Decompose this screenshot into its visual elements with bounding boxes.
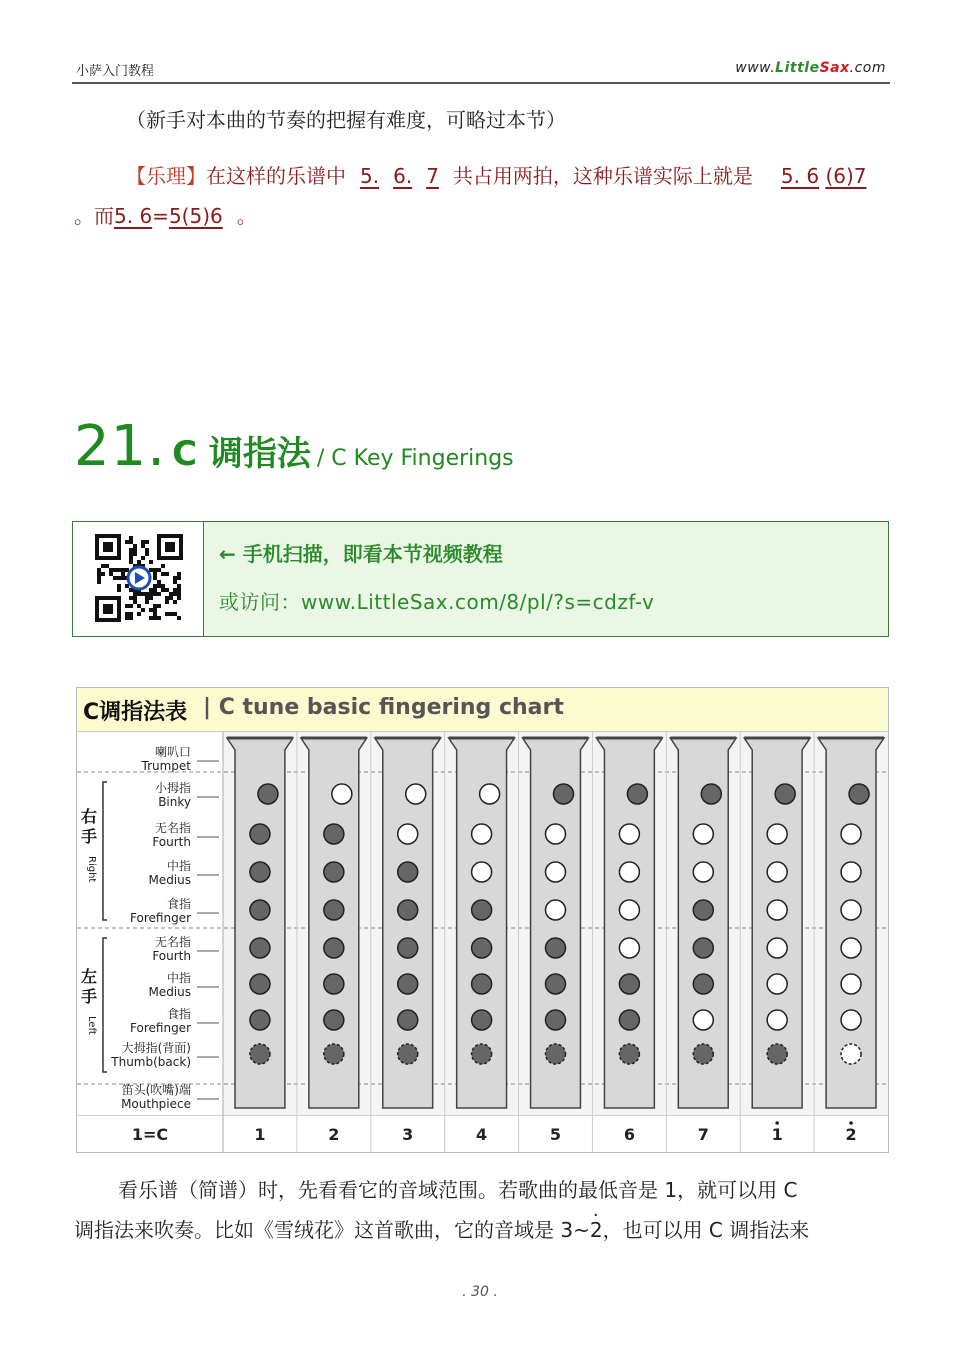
hole-3-5: [472, 974, 492, 994]
hole-4-0: [554, 784, 574, 804]
left-hand-label-cn-2: 手: [80, 987, 98, 1006]
hole-8-3: [841, 900, 861, 920]
hole-6-0: [701, 784, 721, 804]
notation-56: 5. 6: [780, 164, 820, 188]
hole-7-5: [767, 974, 787, 994]
row-label-en-6: Medius: [148, 985, 191, 999]
hole-6-1: [693, 824, 713, 844]
hole-4-5: [546, 974, 566, 994]
note-label-1: 2: [328, 1125, 340, 1144]
notation-556: 5(5)6: [168, 204, 223, 228]
note-label-7: 1: [771, 1125, 783, 1144]
hole-0-7: [250, 1044, 270, 1064]
hole-4-7: [546, 1044, 566, 1064]
hole-1-1: [324, 824, 344, 844]
hole-7-4: [767, 938, 787, 958]
row-label-en-9: Mouthpiece: [121, 1097, 191, 1111]
note-label-8: 2: [845, 1125, 857, 1144]
hole-8-0: [849, 784, 869, 804]
row-label-cn-9: 笛头(吹嘴)端: [121, 1083, 191, 1097]
hole-5-5: [619, 974, 639, 994]
key-label: 1=C: [131, 1125, 169, 1144]
note-dot-7: [775, 1121, 779, 1125]
hole-0-6: [250, 1010, 270, 1030]
hole-2-5: [398, 974, 418, 994]
notation-67: (6)7: [825, 164, 867, 188]
row-label-cn-6: 中指: [166, 971, 191, 985]
fingering-chart-svg: [77, 732, 888, 1152]
hole-7-1: [767, 824, 787, 844]
note-label-5: 6: [623, 1125, 635, 1144]
hole-0-4: [250, 938, 270, 958]
qr-code[interactable]: [73, 522, 204, 636]
hole-1-3: [324, 900, 344, 920]
header-rule: [72, 82, 890, 84]
hole-3-7: [472, 1044, 492, 1064]
hole-2-6: [398, 1010, 418, 1030]
note-label-6: 7: [697, 1125, 709, 1144]
hole-6-7: [693, 1044, 713, 1064]
hole-2-1: [398, 824, 418, 844]
hole-3-4: [472, 938, 492, 958]
hole-5-6: [619, 1010, 639, 1030]
row-label-en-0: Trumpet: [141, 759, 191, 773]
section-title-en: / C Key Fingerings: [316, 446, 514, 471]
note-dot-8: [849, 1121, 853, 1125]
hole-6-6: [693, 1010, 713, 1030]
row-label-en-2: Fourth: [152, 835, 191, 849]
qr-code-icon: [73, 522, 204, 636]
hole-5-3: [619, 900, 639, 920]
hole-8-4: [841, 938, 861, 958]
hole-4-2: [546, 862, 566, 882]
theory-text-5: 。: [236, 204, 257, 228]
theory-text-3: 。而: [74, 204, 114, 228]
row-label-en-7: Forefinger: [130, 1021, 191, 1035]
hole-5-2: [619, 862, 639, 882]
body-paragraph-line2: [74, 1210, 890, 1250]
hole-3-2: [472, 862, 492, 882]
row-label-cn-7: 食指: [166, 1007, 191, 1021]
hole-5-4: [619, 938, 639, 958]
hole-8-2: [841, 862, 861, 882]
site-suffix: .com: [849, 60, 886, 76]
chart-title-bar: [77, 688, 888, 732]
hole-0-1: [250, 824, 270, 844]
paragraph-music-theory: [74, 156, 890, 236]
notation-56b: 5. 6: [114, 204, 153, 228]
hole-1-0: [332, 784, 352, 804]
page-number: . 30 .: [462, 1284, 498, 1300]
row-label-en-1: Binky: [158, 795, 191, 809]
fingering-chart: [76, 687, 889, 1153]
hole-2-4: [398, 938, 418, 958]
row-label-en-4: Forefinger: [130, 911, 191, 925]
hole-4-3: [546, 900, 566, 920]
high-note-2: · 2: [590, 1210, 603, 1250]
hole-8-1: [841, 824, 861, 844]
row-label-cn-1: 小拇指: [154, 781, 191, 795]
hole-3-1: [472, 824, 492, 844]
video-tutorial-box: [72, 521, 889, 637]
hole-3-3: [472, 900, 492, 920]
hole-7-7: [767, 1044, 787, 1064]
row-label-cn-0: 喇叭口: [154, 745, 191, 759]
hole-2-2: [398, 862, 418, 882]
site-sax: Sax: [819, 60, 850, 76]
row-label-cn-5: 无名指: [154, 935, 191, 949]
hole-3-0: [480, 784, 500, 804]
section-heading: [74, 414, 514, 479]
notation-5: 5.: [360, 164, 380, 188]
left-hand-label-cn-1: 左: [80, 967, 98, 986]
video-scan-hint: ← 手机扫描，即看本节视频教程: [219, 542, 503, 566]
hole-6-3: [693, 900, 713, 920]
header-website[interactable]: [735, 60, 886, 76]
hole-4-4: [546, 938, 566, 958]
right-hand-label-cn-2: 手: [80, 827, 98, 846]
row-label-en-3: Medius: [148, 873, 191, 887]
hole-1-6: [324, 1010, 344, 1030]
hole-7-0: [775, 784, 795, 804]
note-label-3: 4: [476, 1125, 488, 1144]
hole-6-2: [693, 862, 713, 882]
hole-5-0: [627, 784, 647, 804]
row-label-cn-4: 食指: [166, 897, 191, 911]
hole-6-4: [693, 938, 713, 958]
hole-2-7: [398, 1044, 418, 1064]
notation-6: 6.: [393, 164, 413, 188]
hole-0-2: [250, 862, 270, 882]
chart-title-cn: C调指法表: [83, 700, 188, 725]
header-left-title: 小萨入门教程: [76, 64, 155, 79]
chart-title-en: | C tune basic fingering chart: [203, 695, 564, 720]
row-label-en-8: Thumb(back): [111, 1055, 191, 1069]
hole-2-0: [406, 784, 426, 804]
theory-eq: =: [152, 204, 169, 228]
hole-0-0: [258, 784, 278, 804]
theory-tag: 【乐理】: [126, 164, 206, 188]
hole-5-7: [619, 1044, 639, 1064]
hole-5-1: [619, 824, 639, 844]
right-hand-label-en: Right: [86, 856, 97, 883]
notation-7: 7: [426, 164, 439, 188]
note-label-0: 1: [254, 1125, 266, 1144]
hole-8-6: [841, 1010, 861, 1030]
hole-7-2: [767, 862, 787, 882]
theory-text-1: 在这样的乐谱中: [206, 164, 346, 188]
video-url-link[interactable]: 或访问：www.LittleSax.com/8/pl/?s=cdzf-v: [219, 590, 655, 614]
body-line2-a: 调指法来吹奏。比如《雪绒花》这首歌曲，它的音域是 3~: [74, 1218, 590, 1242]
hole-4-6: [546, 1010, 566, 1030]
hole-8-7: [841, 1044, 861, 1064]
row-label-cn-8: 大拇指(背面): [121, 1041, 191, 1055]
hole-1-7: [324, 1044, 344, 1064]
section-number: 21.: [74, 414, 167, 479]
theory-text-2: 共占用两拍，这种乐谱实际上就是: [452, 164, 753, 188]
hole-1-5: [324, 974, 344, 994]
hole-2-3: [398, 900, 418, 920]
hole-1-4: [324, 938, 344, 958]
row-label-cn-3: 中指: [166, 859, 191, 873]
hole-6-5: [693, 974, 713, 994]
paragraph-note: （新手对本曲的节奏的把握有难度，可略过本节）: [126, 108, 566, 132]
hole-7-6: [767, 1010, 787, 1030]
hole-8-5: [841, 974, 861, 994]
section-title-cn: C 调指法: [172, 434, 311, 474]
hole-0-5: [250, 974, 270, 994]
hole-4-1: [546, 824, 566, 844]
note-label-4: 5: [549, 1125, 562, 1144]
body-paragraph-line1: 看乐谱（简谱）时，先看看它的音域范围。若歌曲的最低音是 1，就可以用 C: [118, 1178, 798, 1202]
hole-0-3: [250, 900, 270, 920]
hole-3-6: [472, 1010, 492, 1030]
site-little: Little: [775, 60, 820, 76]
left-hand-label-en: Left: [86, 1016, 97, 1035]
row-label-en-5: Fourth: [152, 949, 191, 963]
body-line2-b: ，也可以用 C 调指法来: [602, 1218, 810, 1242]
right-hand-label-cn-1: 右: [80, 807, 98, 826]
hole-7-3: [767, 900, 787, 920]
hole-1-2: [324, 862, 344, 882]
site-prefix: www.: [735, 60, 776, 76]
note-label-2: 3: [402, 1125, 414, 1144]
row-label-cn-2: 无名指: [154, 821, 191, 835]
